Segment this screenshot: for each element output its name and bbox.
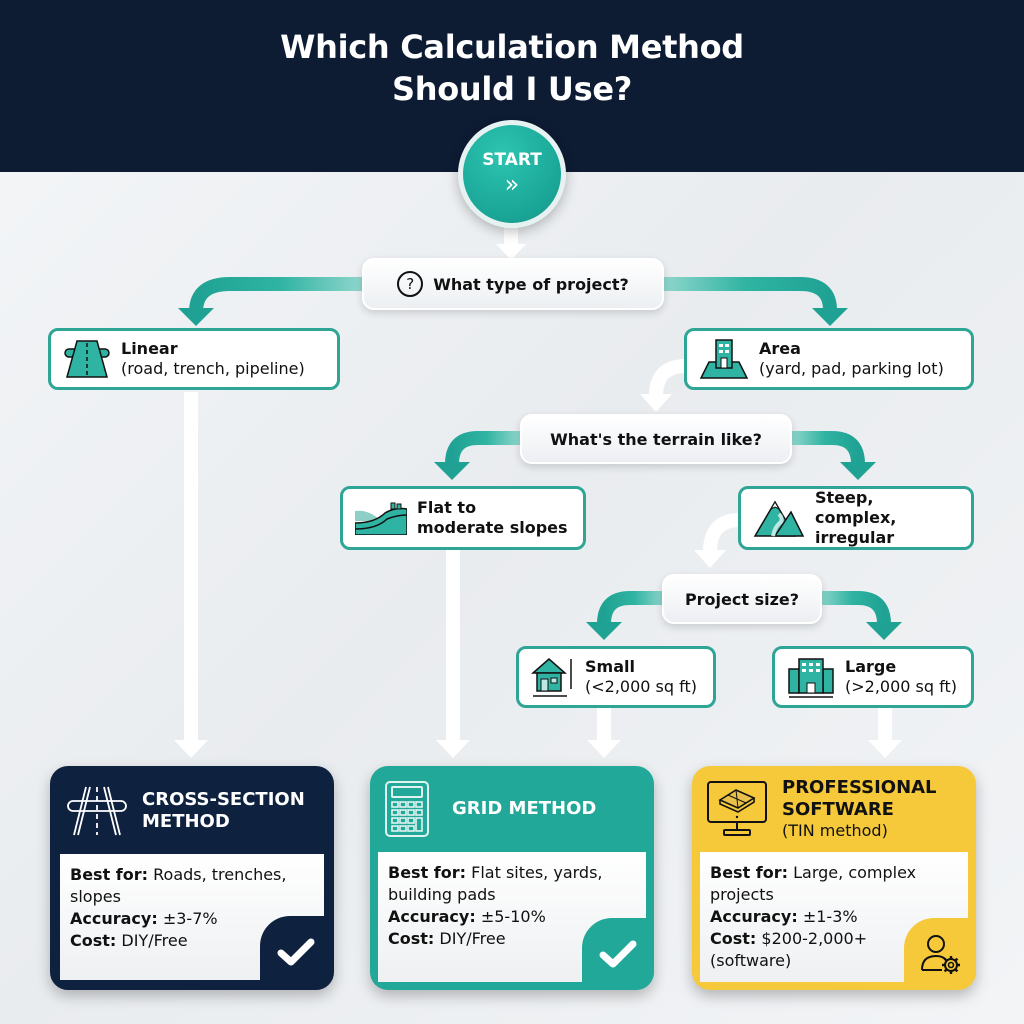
option-flat-terrain[interactable] <box>340 486 586 550</box>
cost-label: Cost: <box>70 931 117 950</box>
building-lot-icon <box>699 338 749 380</box>
start-label: START <box>482 150 542 170</box>
user-gear-icon <box>918 932 962 976</box>
result-card-grid[interactable] <box>370 766 654 990</box>
option-linear[interactable] <box>48 328 340 390</box>
monitor-terrain-icon <box>706 780 768 838</box>
card-title-line-2: SOFTWARE <box>782 799 894 820</box>
checkmark-icon <box>598 938 638 970</box>
best-for-value: Flat sites, yards, building pads <box>388 863 603 904</box>
cost-label: Cost: <box>710 929 757 948</box>
cost-value: DIY/Free <box>439 929 506 948</box>
option-title-line-1: Flat to <box>417 498 477 517</box>
card-title: GRID METHOD <box>452 798 597 819</box>
cost-value: $200-2,000+ (software) <box>710 929 868 970</box>
office-building-icon <box>787 655 835 699</box>
question-terrain <box>520 414 792 464</box>
hills-icon <box>355 501 407 535</box>
result-card-professional-software[interactable] <box>692 766 976 990</box>
option-title-line-2: irregular <box>815 528 895 547</box>
checkmark-icon <box>276 936 316 968</box>
option-subtitle: (<2,000 sq ft) <box>585 677 697 696</box>
road-icon <box>63 339 111 379</box>
card-title-line-1: PROFESSIONAL <box>782 777 937 798</box>
option-title-line-2: moderate slopes <box>417 518 568 537</box>
option-title: Area <box>759 339 801 358</box>
option-title-line-1: Steep, complex, <box>815 488 897 527</box>
best-for-label: Best for: <box>710 863 789 882</box>
calculator-icon <box>384 780 430 838</box>
option-large[interactable] <box>772 646 974 708</box>
cost-label: Cost: <box>388 929 435 948</box>
best-for-label: Best for: <box>388 863 467 882</box>
cost-value: DIY/Free <box>121 931 188 950</box>
card-title-line-2: METHOD <box>142 811 230 832</box>
accuracy-label: Accuracy: <box>70 909 158 928</box>
card-subtitle: (TIN method) <box>782 821 888 840</box>
title-line-1: Which Calculation Method <box>280 28 744 66</box>
accuracy-label: Accuracy: <box>388 907 476 926</box>
option-steep-terrain[interactable] <box>738 486 974 550</box>
checkmark-badge <box>260 916 332 988</box>
start-button[interactable] <box>458 120 566 228</box>
result-card-cross-section[interactable] <box>50 766 334 990</box>
card-title-line-1: CROSS-SECTION <box>142 789 305 810</box>
option-subtitle: (yard, pad, parking lot) <box>759 359 944 378</box>
option-title: Small <box>585 657 635 676</box>
best-for-label: Best for: <box>70 865 149 884</box>
option-title: Linear <box>121 339 178 358</box>
user-gear-badge <box>904 918 976 990</box>
accuracy-label: Accuracy: <box>710 907 798 926</box>
option-subtitle: (road, trench, pipeline) <box>121 359 305 378</box>
accuracy-value: ±1-3% <box>802 907 858 926</box>
house-icon <box>531 655 575 699</box>
option-area[interactable] <box>684 328 974 390</box>
question-circle-icon: ? <box>397 271 423 297</box>
question-label: What's the terrain like? <box>550 429 762 449</box>
question-project-type <box>362 258 664 310</box>
title-line-2: Should I Use? <box>391 70 633 108</box>
option-title: Large <box>845 657 897 676</box>
checkmark-badge <box>582 918 654 990</box>
accuracy-value: ±3-7% <box>162 909 218 928</box>
accuracy-value: ±5-10% <box>480 907 546 926</box>
mountains-icon <box>753 498 805 538</box>
question-label: Project size? <box>684 589 800 609</box>
option-small[interactable] <box>516 646 716 708</box>
double-chevron-right-icon: » <box>504 170 520 198</box>
option-subtitle: (>2,000 sq ft) <box>845 677 957 696</box>
question-label: What type of project? <box>433 274 629 294</box>
best-for-value: Roads, trenches, slopes <box>70 865 287 906</box>
road-icon <box>66 785 128 837</box>
question-project-size <box>662 574 822 624</box>
best-for-value: Large, complex projects <box>710 863 917 904</box>
